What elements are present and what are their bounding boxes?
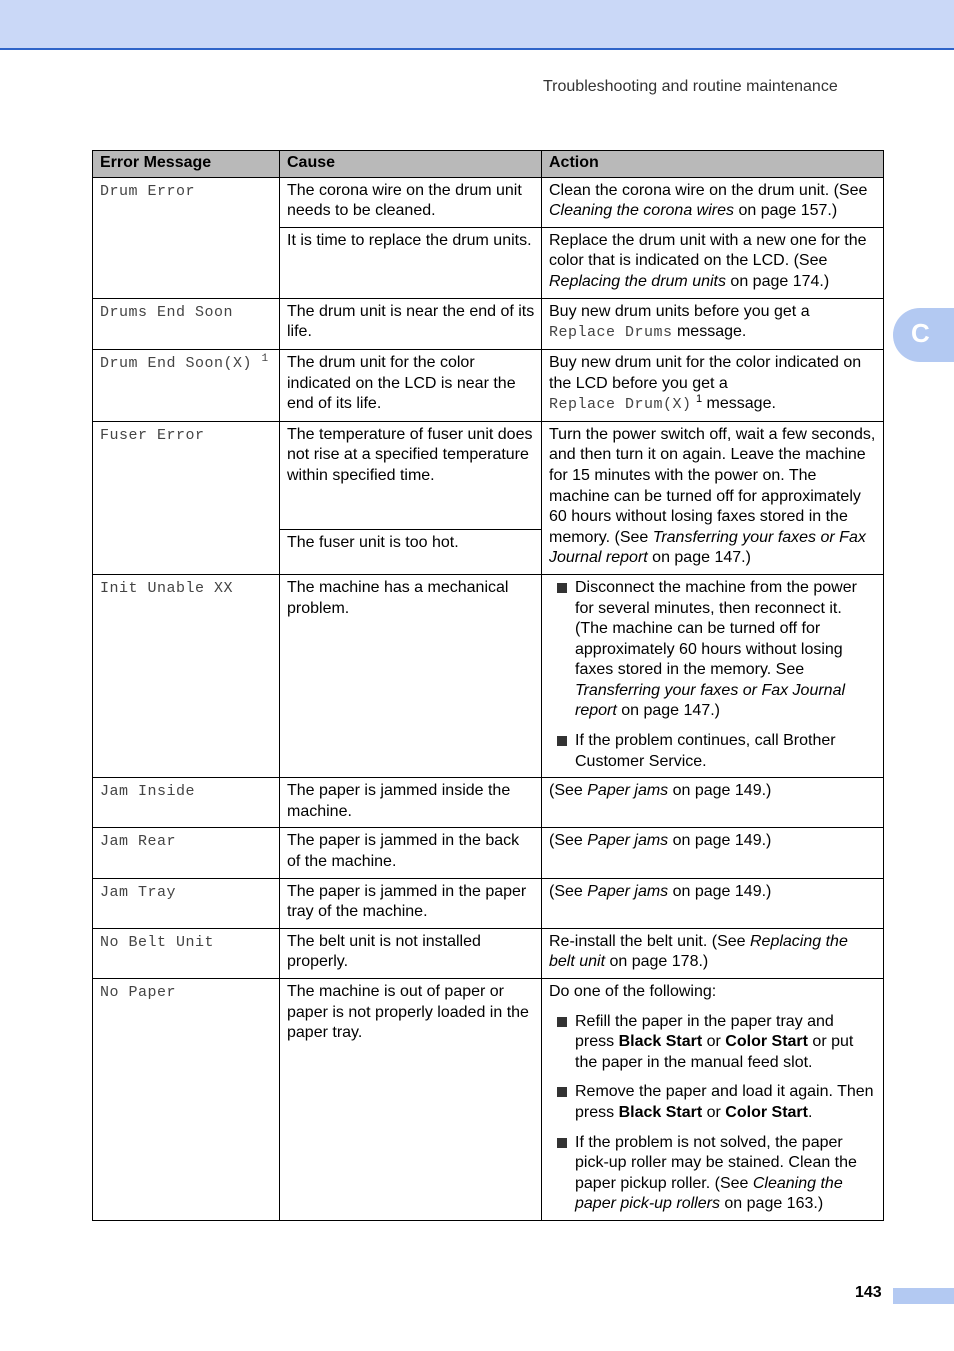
action-cell <box>542 979 884 1221</box>
error-message-text: Drum End Soon(X) <box>100 354 253 372</box>
action-text: or put the paper in the manual feed slot. <box>575 1033 854 1071</box>
page-number: 143 <box>855 1284 882 1301</box>
cross-reference: Replacing the drum units <box>549 272 726 290</box>
error-message-cell: Jam Inside <box>93 778 280 828</box>
top-header-band <box>0 0 954 50</box>
action-text: Replace the drum unit with a new one for the color that is indicated on the LCD. (See <box>549 231 867 270</box>
action-cell <box>542 177 884 227</box>
action-text: (See <box>549 882 588 900</box>
action-text: on page 174.) <box>725 272 830 290</box>
action-text: Buy new drum units before you get a <box>549 302 810 320</box>
action-text: on page 157.) <box>734 202 838 220</box>
key-name: Color Start <box>725 1033 808 1051</box>
action-text: on page 178.) <box>605 953 709 971</box>
cause-cell: The paper is jammed in the back of the machine. <box>280 828 542 878</box>
table-row <box>93 349 884 421</box>
cause-cell: The belt unit is not installed properly. <box>280 928 542 978</box>
action-text: or <box>702 1033 726 1051</box>
action-cell <box>542 828 884 878</box>
error-message-cell: Jam Tray <box>93 878 280 928</box>
cross-reference: Transferring your faxes or Fax Journal report <box>575 681 846 720</box>
error-message-cell: No Paper <box>93 979 280 1221</box>
action-text: on page 163.) <box>719 1195 824 1213</box>
lcd-message: Replace Drums <box>549 324 673 342</box>
cause-cell: The drum unit is near the end of its life. <box>280 298 542 349</box>
table-row <box>93 778 884 828</box>
list-item <box>549 1012 877 1074</box>
cause-cell: The paper is jammed in the paper tray of the machine. <box>280 878 542 928</box>
cause-cell: The drum unit for the color indicated on the LCD is near the end of its life. <box>280 349 542 421</box>
cause-cell: The temperature of fuser unit does not rise at a specified temperature within specified time. <box>280 421 542 529</box>
action-cell <box>542 298 884 349</box>
error-message-cell: Jam Rear <box>93 828 280 878</box>
action-cell <box>542 574 884 777</box>
list-item <box>549 731 877 772</box>
cause-cell: It is time to replace the drum units. <box>280 227 542 298</box>
page-number-bar <box>893 1288 954 1304</box>
action-cell <box>542 928 884 978</box>
action-text: Turn the power switch off, wait a few seconds, and then turn it on again. Leave the machine for 15 minutes with the power on. The machine can be turned off for approximately 60 hours without losing faxes stored in the memory. (See <box>549 425 876 546</box>
cross-reference: Transferring your faxes or Fax Journal report <box>549 528 866 567</box>
action-text: . <box>807 1103 813 1121</box>
cause-cell: The machine has a mechanical problem. <box>280 574 542 777</box>
action-text: on page 149.) <box>668 782 772 800</box>
error-message-table <box>92 150 884 1221</box>
action-text: If the problem is not solved, the paper pick-up roller may be stained. Clean the paper pickup roller. (See <box>575 1133 857 1192</box>
table-row <box>93 878 884 928</box>
action-cell <box>542 227 884 298</box>
action-bullet-list <box>549 1012 877 1215</box>
action-text: Re-install the belt unit. (See <box>549 932 750 950</box>
lcd-message: Replace Drum(X) <box>549 396 692 414</box>
col-header-error-message: Error Message <box>93 151 280 178</box>
action-text: message. <box>672 323 747 341</box>
square-bullet-icon <box>557 1087 567 1097</box>
table-row <box>93 928 884 978</box>
action-text: message. <box>702 395 776 413</box>
key-name: Color Start <box>725 1103 808 1121</box>
cause-cell: The fuser unit is too hot. <box>280 529 542 574</box>
error-message-cell: Drum Error <box>93 177 280 298</box>
square-bullet-icon <box>557 736 567 746</box>
action-text: If the problem continues, call Brother Customer Service. <box>575 732 836 770</box>
table-header-row <box>93 151 884 178</box>
footnote-marker: 1 <box>261 352 269 365</box>
cross-reference: Paper jams <box>587 832 669 850</box>
cause-cell: The machine is out of paper or paper is not properly loaded in the paper tray. <box>280 979 542 1221</box>
table-row <box>93 574 884 777</box>
action-lead-text: Do one of the following: <box>549 983 717 1000</box>
key-name: Black Start <box>618 1103 703 1121</box>
action-bullet-list <box>549 578 877 772</box>
cross-reference: Paper jams <box>587 882 669 900</box>
cross-reference: Cleaning the paper pick-up rollers <box>575 1174 843 1213</box>
action-text: on page 149.) <box>668 832 772 850</box>
running-header: Troubleshooting and routine maintenance <box>543 78 838 95</box>
error-message-cell: Fuser Error <box>93 421 280 574</box>
action-text: on page 147.) <box>647 549 751 567</box>
table-row <box>93 979 884 1221</box>
square-bullet-icon <box>557 1138 567 1148</box>
action-text: Clean the corona wire on the drum unit. (See <box>549 181 868 199</box>
cause-cell: The paper is jammed inside the machine. <box>280 778 542 828</box>
action-text: Buy new drum unit for the color indicated on the LCD before you get a <box>549 353 862 392</box>
cross-reference: Replacing the belt unit <box>549 932 848 971</box>
action-text: Disconnect the machine from the power for several minutes, then reconnect it. (The machine can be turned off for approximately 60 hours without losing faxes stored in the memory. See <box>575 578 857 679</box>
cause-cell: The corona wire on the drum unit needs to be cleaned. <box>280 177 542 227</box>
chapter-tab <box>893 308 954 362</box>
action-text: or <box>702 1103 726 1121</box>
action-cell <box>542 778 884 828</box>
cross-reference: Paper jams <box>587 782 669 800</box>
table-row <box>93 298 884 349</box>
list-item <box>549 578 877 722</box>
list-item <box>549 1133 877 1215</box>
action-text: Remove the paper and load it again. Then press <box>575 1083 874 1121</box>
error-message-cell <box>93 349 280 421</box>
square-bullet-icon <box>557 583 567 593</box>
action-cell <box>542 421 884 574</box>
key-name: Black Start <box>618 1033 703 1051</box>
action-cell <box>542 878 884 928</box>
error-message-cell: Init Unable XX <box>93 574 280 777</box>
cross-reference: Cleaning the corona wires <box>549 202 734 220</box>
error-message-cell: Drums End Soon <box>93 298 280 349</box>
error-message-cell: No Belt Unit <box>93 928 280 978</box>
chapter-letter: C <box>911 318 930 348</box>
table-row <box>93 828 884 878</box>
col-header-action: Action <box>542 151 884 178</box>
action-text: on page 147.) <box>616 702 720 720</box>
action-text: (See <box>549 782 588 800</box>
table-row <box>93 177 884 227</box>
footnote-marker: 1 <box>695 393 703 406</box>
square-bullet-icon <box>557 1017 567 1027</box>
action-text: on page 149.) <box>668 882 772 900</box>
list-item <box>549 1082 877 1123</box>
col-header-cause: Cause <box>280 151 542 178</box>
action-text: Refill the paper in the paper tray and press <box>575 1012 834 1051</box>
table-row <box>93 421 884 529</box>
action-cell <box>542 349 884 421</box>
action-text: (See <box>549 832 588 850</box>
